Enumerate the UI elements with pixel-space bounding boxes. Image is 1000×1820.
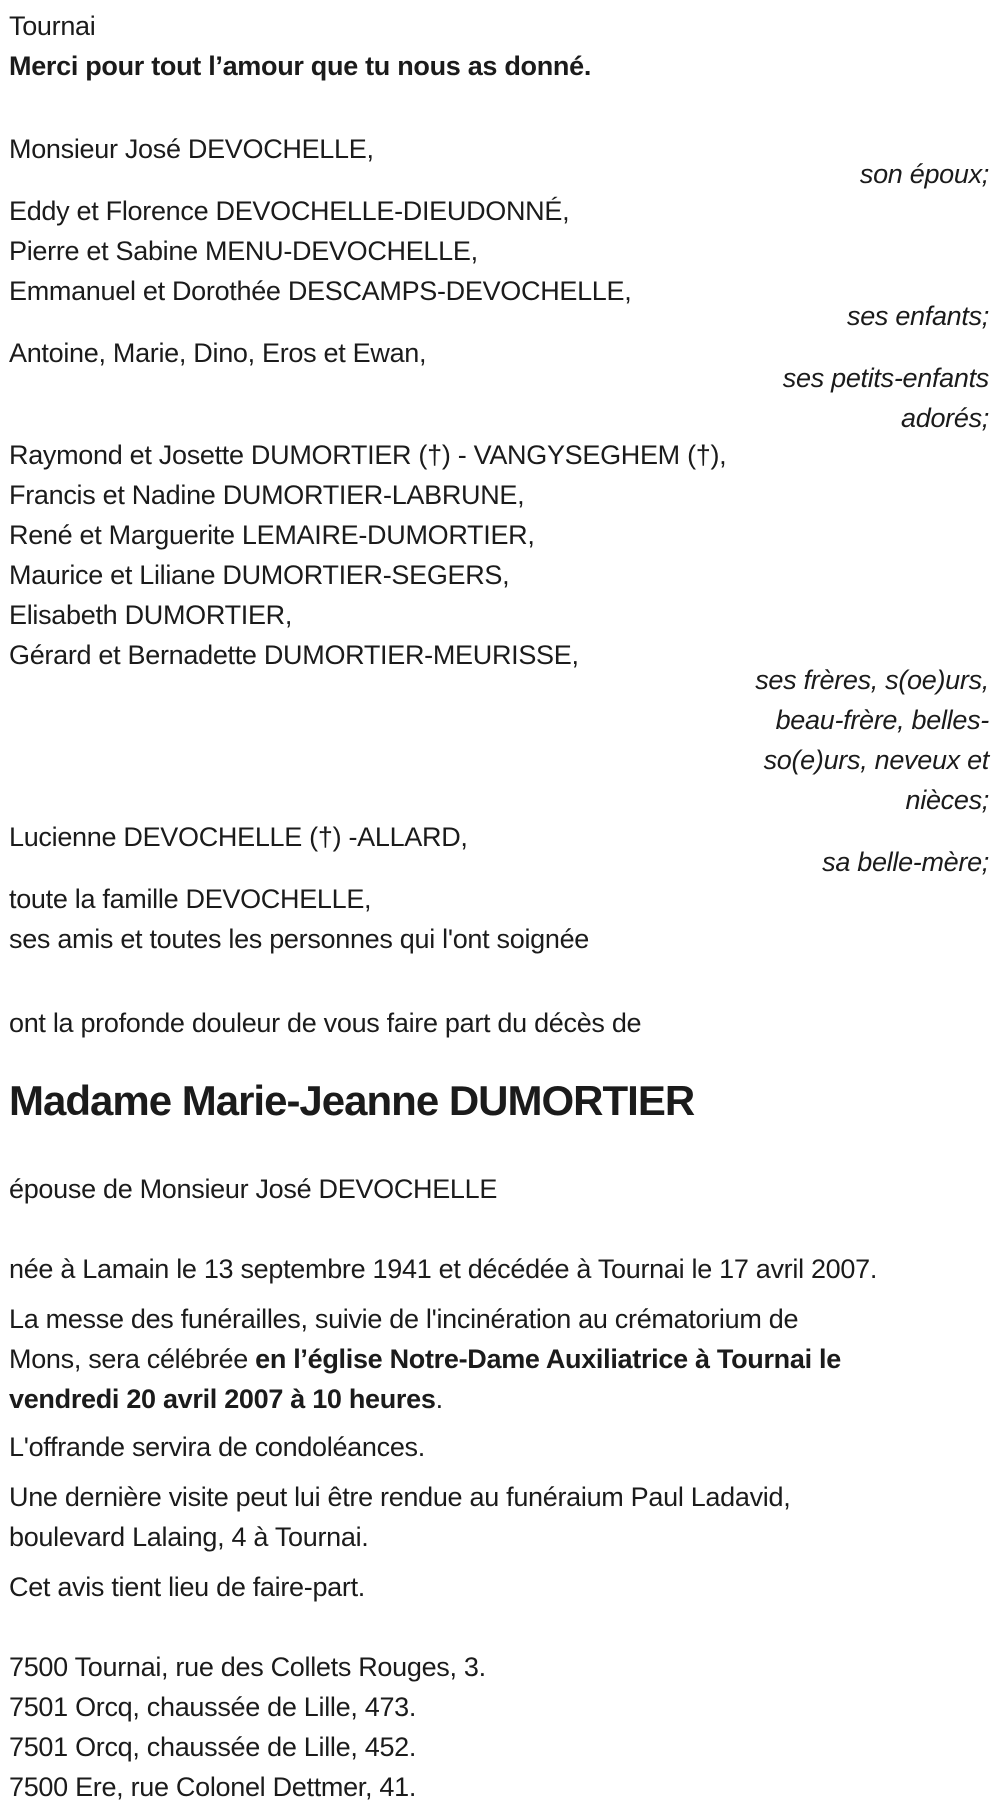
announcement-intro: ont la profonde douleur de vous faire part du décès de [9,1008,642,1038]
family-group-siblings [9,435,989,820]
last-visit-paragraph [9,1477,989,1557]
family-group-others [9,879,989,959]
offering-line: L'offrande servira de condoléances. [9,1432,425,1462]
addresses-block [9,1647,989,1807]
funeral-line-3 [9,1379,989,1419]
address-line: 7500 Tournai, rue des Collets Rouges, 3. [9,1652,486,1682]
city-line: Tournai [9,11,96,41]
funeral-mass-paragraph [9,1299,989,1419]
family-name-line: Gérard et Bernadette DUMORTIER-MEURISSE, [9,640,579,670]
funeral-line-3-period: . [435,1384,443,1414]
relation-label: so(e)urs, neveux et [763,745,989,775]
spouse-of-line: épouse de Monsieur José DEVOCHELLE [9,1174,498,1204]
address-line: 7501 Orcq, chaussée de Lille, 452. [9,1732,417,1762]
relation-label: sa belle-mère; [822,847,989,877]
relation-label: ses frères, s(oe)urs, [755,665,989,695]
family-name-line: Monsieur José DEVOCHELLE, [9,134,374,164]
funeral-line-1: La messe des funérailles, suivie de l'incinération au crématorium de [9,1304,799,1334]
epitaph-line: Merci pour tout l’amour que tu nous as donné. [9,51,592,81]
funeral-line-2-bold: en l’église Notre-Dame Auxiliatrice à Tournai le [255,1344,841,1374]
birth-death-line: née à Lamain le 13 septembre 1941 et décédée à Tournai le 17 avril 2007. [9,1254,878,1284]
family-name-line: toute la famille DEVOCHELLE, [9,884,372,914]
relation-label: adorés; [901,403,989,433]
funeral-line-2-regular: Mons, sera célébrée [9,1344,256,1374]
relation-label: son époux; [859,159,989,189]
family-group-grandchildren [9,333,989,438]
family-name-line: Pierre et Sabine MENU-DEVOCHELLE, [9,236,478,266]
family-name-line: Antoine, Marie, Dino, Eros et Ewan, [9,338,427,368]
family-name-line: Maurice et Liliane DUMORTIER-SEGERS, [9,560,510,590]
family-name-line: René et Marguerite LEMAIRE-DUMORTIER, [9,520,535,550]
relation-label: nièces; [905,785,989,815]
deceased-name-title: Madame Marie-Jeanne DUMORTIER [9,1077,695,1124]
family-name-line: Elisabeth DUMORTIER, [9,600,293,630]
funeral-line-2 [9,1339,989,1379]
family-name-line: Eddy et Florence DEVOCHELLE-DIEUDONNÉ, [9,196,570,226]
relation-label: ses enfants; [847,301,989,331]
address-line: 7500 Ere, rue Colonel Dettmer, 41. [9,1772,417,1802]
family-name-line: Lucienne DEVOCHELLE (†) -ALLARD, [9,822,468,852]
visit-line-2: boulevard Lalaing, 4 à Tournai. [9,1522,369,1552]
relation-label: beau-frère, belles- [775,705,989,735]
visit-line-1: Une dernière visite peut lui être rendue au funéraium Paul Ladavid, [9,1482,791,1512]
relation-label: ses petits-enfants [782,363,989,393]
family-name-line: Raymond et Josette DUMORTIER (†) - VANGYSEGHEM (†), [9,440,727,470]
family-group-spouse [9,129,989,194]
family-name-line: Francis et Nadine DUMORTIER-LABRUNE, [9,480,525,510]
family-group-mother-in-law [9,817,989,882]
relation-block [9,660,989,820]
family-group-children [9,191,989,336]
family-name-line: Emmanuel et Dorothée DESCAMPS-DEVOCHELLE, [9,276,632,306]
family-name-line: ses amis et toutes les personnes qui l'ont soignée [9,924,590,954]
address-line: 7501 Orcq, chaussée de Lille, 473. [9,1692,417,1722]
notice-line: Cet avis tient lieu de faire-part. [9,1572,365,1602]
funeral-line-3-bold: vendredi 20 avril 2007 à 10 heures [9,1384,436,1414]
